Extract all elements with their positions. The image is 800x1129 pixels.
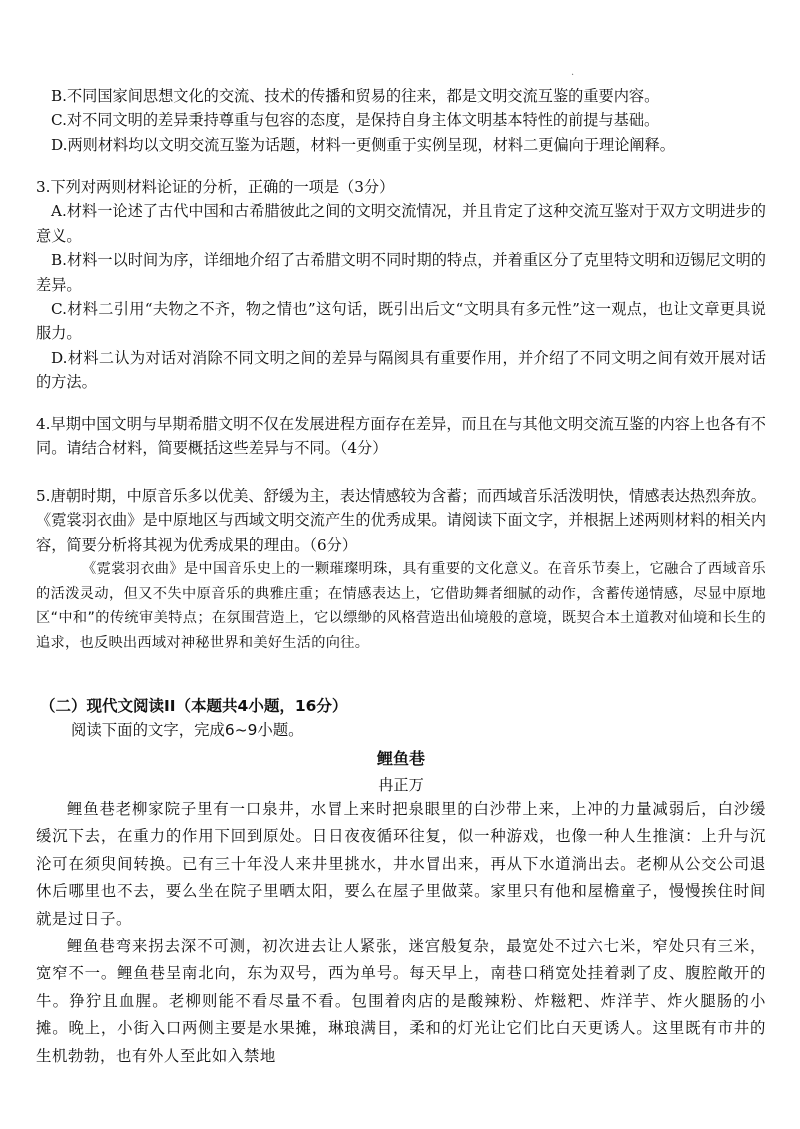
article-paragraph: 鲤鱼巷弯来拐去深不可测，初次进去让人紧张，迷宫般复杂，最宽处不过六七米，窄处只有三米，宽窄不一。鲤鱼巷呈南北向，东为双号，西为单号。每天早上，南巷口稍宽处挂着剥了皮、腹腔敞开的牛。狰狞且血腥。老柳则能不看尽量不看。包围着肉店的是酸辣粉、炸糍粑、炸洋芋、炸火腿肠的小摊。晚上，小街入口两侧主要是水果摊，琳琅满目，柔和的灯光让它们比白天更诱人。这里既有市井的生机勃勃，也有外人至此如入禁地 xyxy=(36,937,766,1065)
article-body xyxy=(36,796,766,1070)
q3-option-d: D.材料二认为对话对消除不同文明之间的差异与隔阂具有重要作用，并介绍了不同文明之间有效开展对话的方法。 xyxy=(36,348,766,392)
section-2-instruction: 阅读下面的文字，完成6~9小题。 xyxy=(71,721,304,739)
q5-stem: 5.唐朝时期，中原音乐多以优美、舒缓为主，表达情感较为含蓄；而西域音乐活泼明快，情感表达热烈奔放。《霓裳羽衣曲》是中原地区与西域文明交流产生的优秀成果。请阅读下面文字，并根据上述两则材料的相关内容，简要分析将其视为优秀成果的理由。（6分） xyxy=(36,487,766,554)
q3-option-c: C.材料二引用“夫物之不齐，物之情也”这句话，既引出后文“文明具有多元性”这一观点，也让文章更具说服力。 xyxy=(36,300,766,343)
article-title: 鲤鱼巷 xyxy=(376,749,425,768)
section-2-header xyxy=(40,694,770,742)
article-author: 冉正万 xyxy=(378,776,424,794)
question-4 xyxy=(36,412,766,461)
q2-option-d: D.两则材料均以文明交流互鉴为话题，材料一更侧重于实例呈现，材料二更偏向于理论阐释。 xyxy=(51,135,675,154)
article-heading xyxy=(36,746,766,798)
q3-stem: 3.下列对两则材料论证的分析，正确的一项是（3分） xyxy=(36,178,395,196)
q5-quote-text: 《霓裳羽衣曲》是中国音乐史上的一颗璀璨明珠，具有重要的文化意义。在音乐节奏上，它融合了西域音乐的活泼灵动，但又不失中原音乐的典雅庄重；在情感表达上，它借助舞者细腻的动作，含蓄传递情感，尽显中原地区“中和”的传统审美特点；在氛围营造上，它以缥缈的风格营造出仙境般的意境，既契合本土道教对仙境和长生的追求，也反映出西域对神秘世界和美好生活的向往。 xyxy=(36,561,766,651)
question-5 xyxy=(36,484,766,656)
q2-option-c: C.对不同文明的差异秉持尊重与包容的态度，是保持自身主体文明基本特性的前提与基础。 xyxy=(51,111,660,130)
question-3 xyxy=(36,175,766,395)
section-2-title: （二）现代文阅读II（本题共4小题，16分） xyxy=(40,697,348,715)
q3-option-b: B.材料一以时间为序，详细地介绍了古希腊文明不同时期的特点，并着重区分了克里特文明和迈锡尼文明的差异。 xyxy=(36,251,766,294)
article-paragraph: 鲤鱼巷老柳家院子里有一口泉井，水冒上来时把泉眼里的白沙带上来，上冲的力量减弱后，白沙缓缓沉下去，在重力的作用下回到原处。日日夜夜循环往复，似一种游戏，也像一种人生推演：上升与沉沦可在须臾间转换。已有三十年没人来井里挑水，井水冒出来，再从下水道淌出去。老柳从公交公司退休后哪里也不去，要么坐在院子里晒太阳，要么在屋子里做菜。家里只有他和屋檐童子，慢慢挨住时间就是过日子。 xyxy=(36,800,766,928)
q5-quote-passage xyxy=(36,557,766,655)
q2-option-b: B.不同国家间思想文化的交流、技术的传播和贸易的往来，都是文明交流互鉴的重要内容。 xyxy=(51,87,660,105)
q4-stem: 4.早期中国文明与早期希腊文明不仅在发展进程方面存在差异，而且在与其他文明交流互鉴的内容上也各有不同。请结合材料，简要概括这些差异与不同。（4分） xyxy=(36,415,766,458)
q3-option-a: A.材料一论述了古代中国和古希腊彼此之间的文明交流情况，并且肯定了这种交流互鉴对于双方文明进步的意义。 xyxy=(36,202,766,245)
question-2-options xyxy=(36,84,766,157)
page-mark: · xyxy=(571,70,575,81)
